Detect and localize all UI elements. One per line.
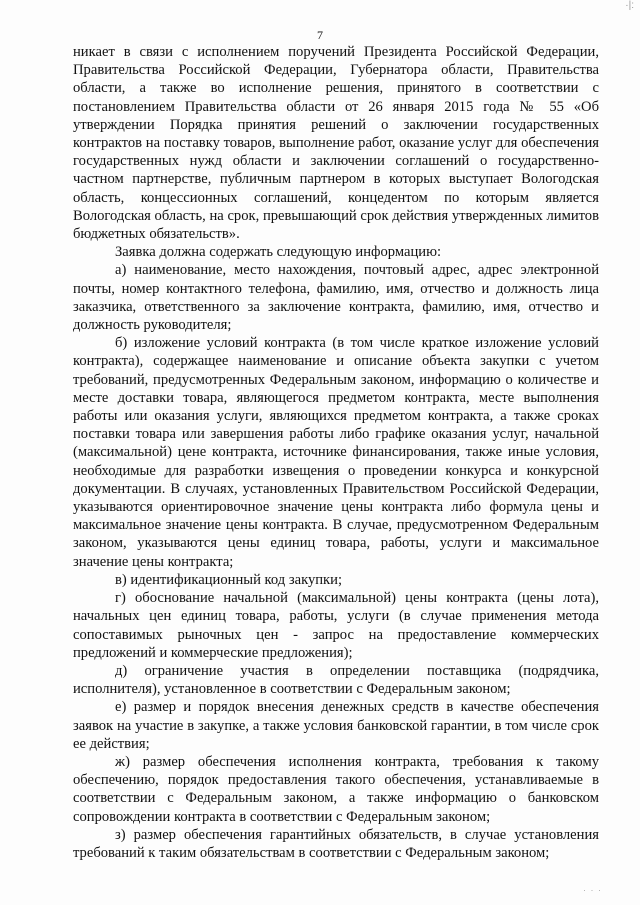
paragraph-item-b: б) изложение условий контракта (в том числе краткое изложение условий контракта), содержащее наименование и описание объекта закупки с учетом требований, предусмотренных Федеральным законом, информацию о количестве и месте доставки товара, являющегося предметом контракта, месте выполнения работы или оказания услуги, являющихся предметом контракта, а также сроках поставки товара или завершения работы либо графике оказания услуг, начальной (максимальной) цене контракта, источнике финансирования, также иные условия, необходимые для разработки извещения о проведении конкурса и конкурсной документации. В случаях, установленных Правительством Российской Федерации, указываются ориентировочное значение цены контракта либо формула цены и максимальное значение цены контракта. В случае, предусмотренном Федеральным законом, указываются цены единиц товара, работы, услуги и максимальное значение цены контракта; <box>73 335 599 570</box>
paragraph-item-d: д) ограничение участия в определении поставщика (подрядчика, исполнителя), установленное в соответствии с Федеральным законом; <box>73 662 599 698</box>
paragraph-item-a: а) наименование, место нахождения, почтовый адрес, адрес электронной почты, номер контактного телефона, фамилию, имя, отчество и должность лица заказчика, ответственного за заключение контракта, фамилию, имя, отчество и должность руководителя; <box>73 262 599 334</box>
paragraph-item-z: з) размер обеспечения гарантийных обязательств, в случае установления требований к таким обязательствам в соответствии с Федеральным законом; <box>73 826 599 861</box>
paragraph-intro: Заявка должна содержать следующую информацию: <box>115 244 442 261</box>
paragraph-item-e: е) размер и порядок внесения денежных средств в качестве обеспечения заявок на участие в закупке, а также условия банковской гарантии, в том числе срок ее действия; <box>73 699 599 752</box>
document-body <box>73 43 599 862</box>
paragraph-item-v: в) идентификационный код закупки; <box>115 571 343 588</box>
paragraph-item-zh: ж) размер обеспечения исполнения контракта, требования к такому обеспечению, порядок предоставления такого обеспечения, устанавливаемые в соответствии с Федеральным законом, а также информацию о банковском сопровождении контракта в соответствии с Федеральным законом; <box>73 753 599 825</box>
paragraph-continuation: никает в связи с исполнением поручений Президента Российской Федерации, Правительства Российской Федерации, Губернатора области, Правительства области, а также во исполнение решения, принятого в соответствии с постановлением Правительства области от 26 января 2015 года № 55 «Об утверждении Порядка принятия решений о заключении государственных контрактов на поставку товаров, выполнение работ, оказание услуг для обеспечения государственных нужд области и заключении соглашений о государственно-частном партнерстве, публичным партнером в которых выступает Вологодская область, концессионных соглашений, концедентом по которым является Вологодская область, на срок, превышающий срок действия утвержденных лимитов бюджетных обязательств». <box>73 44 599 243</box>
paragraph-item-g: г) обоснование начальной (максимальной) цены контракта (цены лота), начальных цен единиц товара, работы, услуги (в случае применения метода сопоставимых рыночных цен - запрос на предоставление коммерческих предложений и коммерческие предложения); <box>73 590 599 661</box>
scan-corner-mark: ·|: <box>625 0 634 11</box>
scan-bottom-mark: · · · <box>583 885 602 895</box>
page-number: 7 <box>317 28 323 42</box>
